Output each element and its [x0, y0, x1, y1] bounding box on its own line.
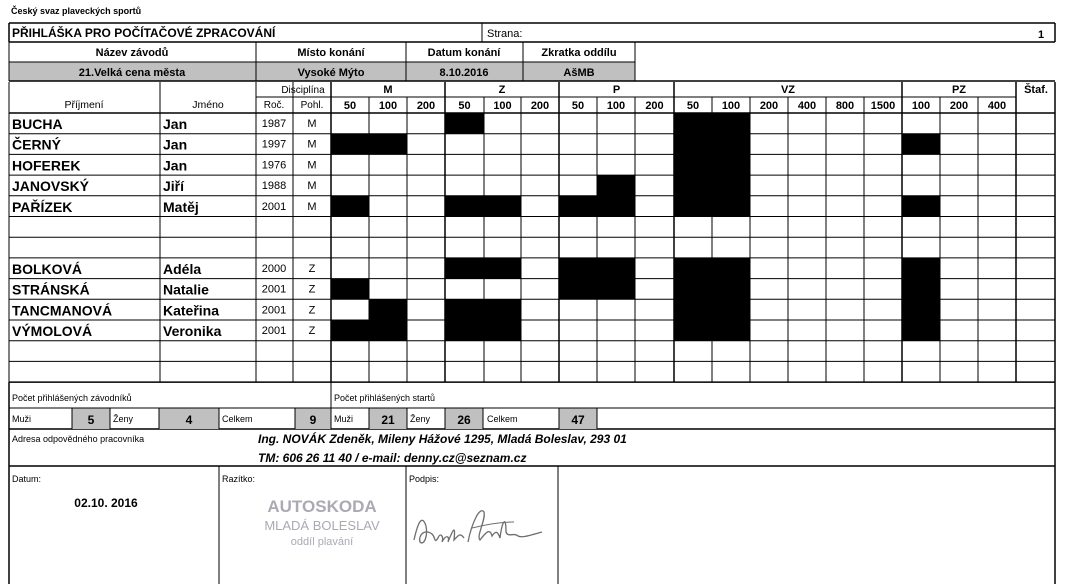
entry-mark — [331, 196, 369, 217]
swimmer-surname: BOLKOVÁ — [12, 260, 82, 277]
entry-mark — [674, 320, 712, 341]
distance-label: 200 — [949, 100, 969, 112]
swimmer-year: 1987 — [261, 118, 287, 130]
entry-mark — [712, 134, 750, 155]
swimmer-firstname: Natalie — [163, 281, 209, 298]
swimmer-gender: M — [307, 200, 317, 213]
entry-mark — [712, 113, 750, 134]
entry-mark — [712, 299, 750, 320]
page-number: 1 — [1038, 29, 1045, 41]
swimmers-total-count: 9 — [309, 413, 317, 427]
contact-address: Ing. NOVÁK Zdeněk, Mileny Hážové 1295, Mladá Boleslav, 293 01 — [258, 432, 627, 446]
entry-mark — [712, 175, 750, 196]
distance-label: 50 — [343, 100, 357, 112]
distance-label: 200 — [530, 100, 550, 112]
swimmer-firstname: Matěj — [163, 198, 199, 215]
entry-mark — [597, 175, 635, 196]
entry-mark — [445, 113, 484, 134]
swimmer-firstname: Jiří — [163, 178, 185, 195]
women-label: Ženy — [113, 414, 134, 424]
women-label: Ženy — [410, 414, 431, 424]
swimmer-firstname: Jan — [163, 157, 188, 174]
swimmer-gender: Z — [308, 325, 316, 337]
entry-mark — [331, 279, 369, 300]
entry-mark — [597, 258, 635, 279]
entry-mark — [674, 175, 712, 196]
swimmer-surname: ČERNÝ — [12, 136, 62, 153]
swimmers-count-label: Počet přihlášených závodníků — [12, 393, 132, 403]
entry-mark — [445, 196, 484, 217]
entry-mark — [559, 196, 597, 217]
stamp-text: oddíl plavání — [290, 536, 354, 548]
distance-label: 400 — [797, 100, 817, 112]
event-club-value: AšMB — [563, 67, 595, 79]
entry-mark — [597, 196, 635, 217]
entry-mark — [445, 320, 484, 341]
distance-label: 100 — [911, 100, 931, 112]
distance-label: 200 — [416, 100, 436, 112]
signature-image — [410, 492, 550, 562]
starts-women-count: 26 — [457, 413, 471, 427]
distance-label: 100 — [493, 100, 512, 112]
men-label: Muži — [334, 414, 354, 424]
date-label: Datum: — [12, 474, 42, 484]
entry-mark — [331, 320, 369, 341]
swimmer-gender: M — [307, 138, 317, 151]
entry-mark — [559, 258, 597, 279]
entry-mark — [674, 279, 712, 300]
entry-mark — [484, 320, 521, 341]
swimmer-surname: TANCMANOVÁ — [12, 302, 113, 319]
entry-mark — [712, 196, 750, 217]
col-year: Roč. — [263, 100, 285, 111]
form-title: PŘIHLÁŠKA PRO POČÍTAČOVÉ ZPRACOVÁNÍ — [12, 26, 276, 40]
swimmer-gender: Z — [308, 304, 316, 317]
swimmer-surname: VÝMOLOVÁ — [12, 323, 93, 339]
swimmer-year: 2001 — [261, 304, 287, 317]
event-club-header: Zkratka oddílu — [541, 47, 617, 59]
swimmer-surname: STRÁNSKÁ — [12, 281, 90, 298]
swimmer-year: 2001 — [261, 200, 287, 213]
entry-mark — [484, 299, 521, 320]
distance-label: 100 — [721, 100, 741, 112]
event-place-value: Vysoké Mýto — [297, 67, 365, 79]
entry-mark — [484, 258, 521, 279]
swimmer-surname: PAŘÍZEK — [12, 198, 73, 215]
swimmer-gender: Z — [308, 262, 316, 275]
entry-mark — [902, 134, 940, 155]
entry-mark — [369, 320, 407, 341]
swimmer-gender: M — [307, 159, 317, 172]
entry-mark — [902, 299, 940, 320]
entry-mark — [674, 196, 712, 217]
distance-label: 50 — [458, 100, 471, 112]
date-value: 02.10. 2016 — [74, 496, 138, 510]
group-z: Z — [498, 84, 506, 96]
total-label: Celkem — [222, 414, 253, 424]
swimmer-firstname: Adéla — [163, 260, 202, 277]
swimmer-surname: BUCHA — [12, 116, 63, 132]
entry-mark — [369, 299, 407, 320]
entry-mark — [674, 258, 712, 279]
entry-mark — [674, 299, 712, 320]
swimmer-firstname: Jan — [163, 136, 188, 153]
distance-label: 50 — [571, 100, 585, 112]
swimmer-firstname: Veronika — [163, 323, 222, 339]
entry-mark — [369, 134, 407, 155]
event-place-header: Místo konání — [297, 47, 365, 59]
distance-label: 200 — [645, 100, 664, 112]
group-p: P — [612, 84, 621, 96]
event-name-header: Název závodů — [95, 47, 169, 59]
entry-mark — [674, 113, 712, 134]
page-label: Strana: — [487, 28, 523, 40]
swimmer-year: 2001 — [261, 325, 287, 337]
entry-mark — [902, 258, 940, 279]
entry-mark — [597, 279, 635, 300]
distance-label: 100 — [378, 100, 398, 112]
entry-mark — [712, 320, 750, 341]
distance-label: 800 — [835, 100, 855, 112]
swimmer-gender: M — [307, 180, 317, 193]
col-surname: Příjmení — [64, 99, 104, 111]
entry-mark — [559, 279, 597, 300]
stamp-text: AUTOSKODA — [267, 497, 377, 516]
swimmer-gender: Z — [308, 283, 316, 296]
event-date-header: Datum konání — [427, 47, 501, 59]
distance-label: 400 — [987, 100, 1007, 112]
starts-count-label: Počet přihlášených startů — [334, 393, 436, 403]
swimmers-women-count: 4 — [185, 413, 193, 427]
swimmer-year: 1976 — [261, 159, 287, 172]
entry-mark — [712, 154, 750, 175]
starts-men-count: 21 — [381, 413, 395, 427]
group-vz: VZ — [780, 84, 796, 96]
stamp-text: MLADÁ BOLESLAV — [264, 518, 380, 533]
signature-label: Podpis: — [409, 474, 440, 484]
men-label: Muži — [12, 414, 32, 424]
col-relay: Štaf. — [1024, 84, 1048, 96]
entry-mark — [674, 154, 712, 175]
total-label: Celkem — [487, 414, 518, 424]
entry-mark — [902, 320, 940, 341]
contact-phone-email: TM: 606 26 11 40 / e-mail: denny.cz@seznam.cz — [258, 451, 527, 465]
entry-mark — [484, 196, 521, 217]
distance-label: 200 — [759, 100, 779, 112]
col-gender: Pohl. — [300, 100, 324, 111]
swimmer-surname: HOFEREK — [12, 157, 81, 174]
entry-mark — [712, 258, 750, 279]
distance-label: 100 — [606, 100, 626, 112]
col-discipline: Disciplína — [281, 85, 325, 96]
entry-mark — [445, 258, 484, 279]
swimmer-year: 2001 — [261, 283, 287, 296]
swimmer-gender: M — [307, 118, 317, 130]
swimmer-surname: JANOVSKÝ — [12, 178, 90, 195]
starts-total-count: 47 — [571, 413, 585, 427]
event-name-value: 21.Velká cena města — [78, 67, 186, 79]
entry-mark — [712, 279, 750, 300]
swimmers-men-count: 5 — [87, 413, 95, 427]
group-pz: PZ — [951, 84, 967, 96]
swimmer-firstname: Jan — [163, 116, 188, 132]
swimmer-year: 2000 — [261, 262, 287, 275]
contact-label: Adresa odpovědného pracovníka — [12, 434, 145, 444]
distance-label: 1500 — [870, 100, 896, 112]
entry-mark — [674, 134, 712, 155]
swimmer-firstname: Kateřina — [163, 302, 220, 319]
event-date-value: 8.10.2016 — [439, 67, 489, 79]
entry-mark — [445, 299, 484, 320]
entry-mark — [902, 196, 940, 217]
organization-name: Český svaz plaveckých sportů — [11, 6, 142, 16]
distance-label: 50 — [686, 100, 700, 112]
swimmer-year: 1997 — [261, 138, 287, 151]
entry-mark — [331, 134, 369, 155]
entry-mark — [902, 279, 940, 300]
group-m: M — [383, 84, 393, 96]
stamp-label: Razítko: — [222, 474, 256, 484]
col-firstname: Jméno — [192, 99, 224, 111]
swimmer-year: 1988 — [261, 180, 287, 193]
